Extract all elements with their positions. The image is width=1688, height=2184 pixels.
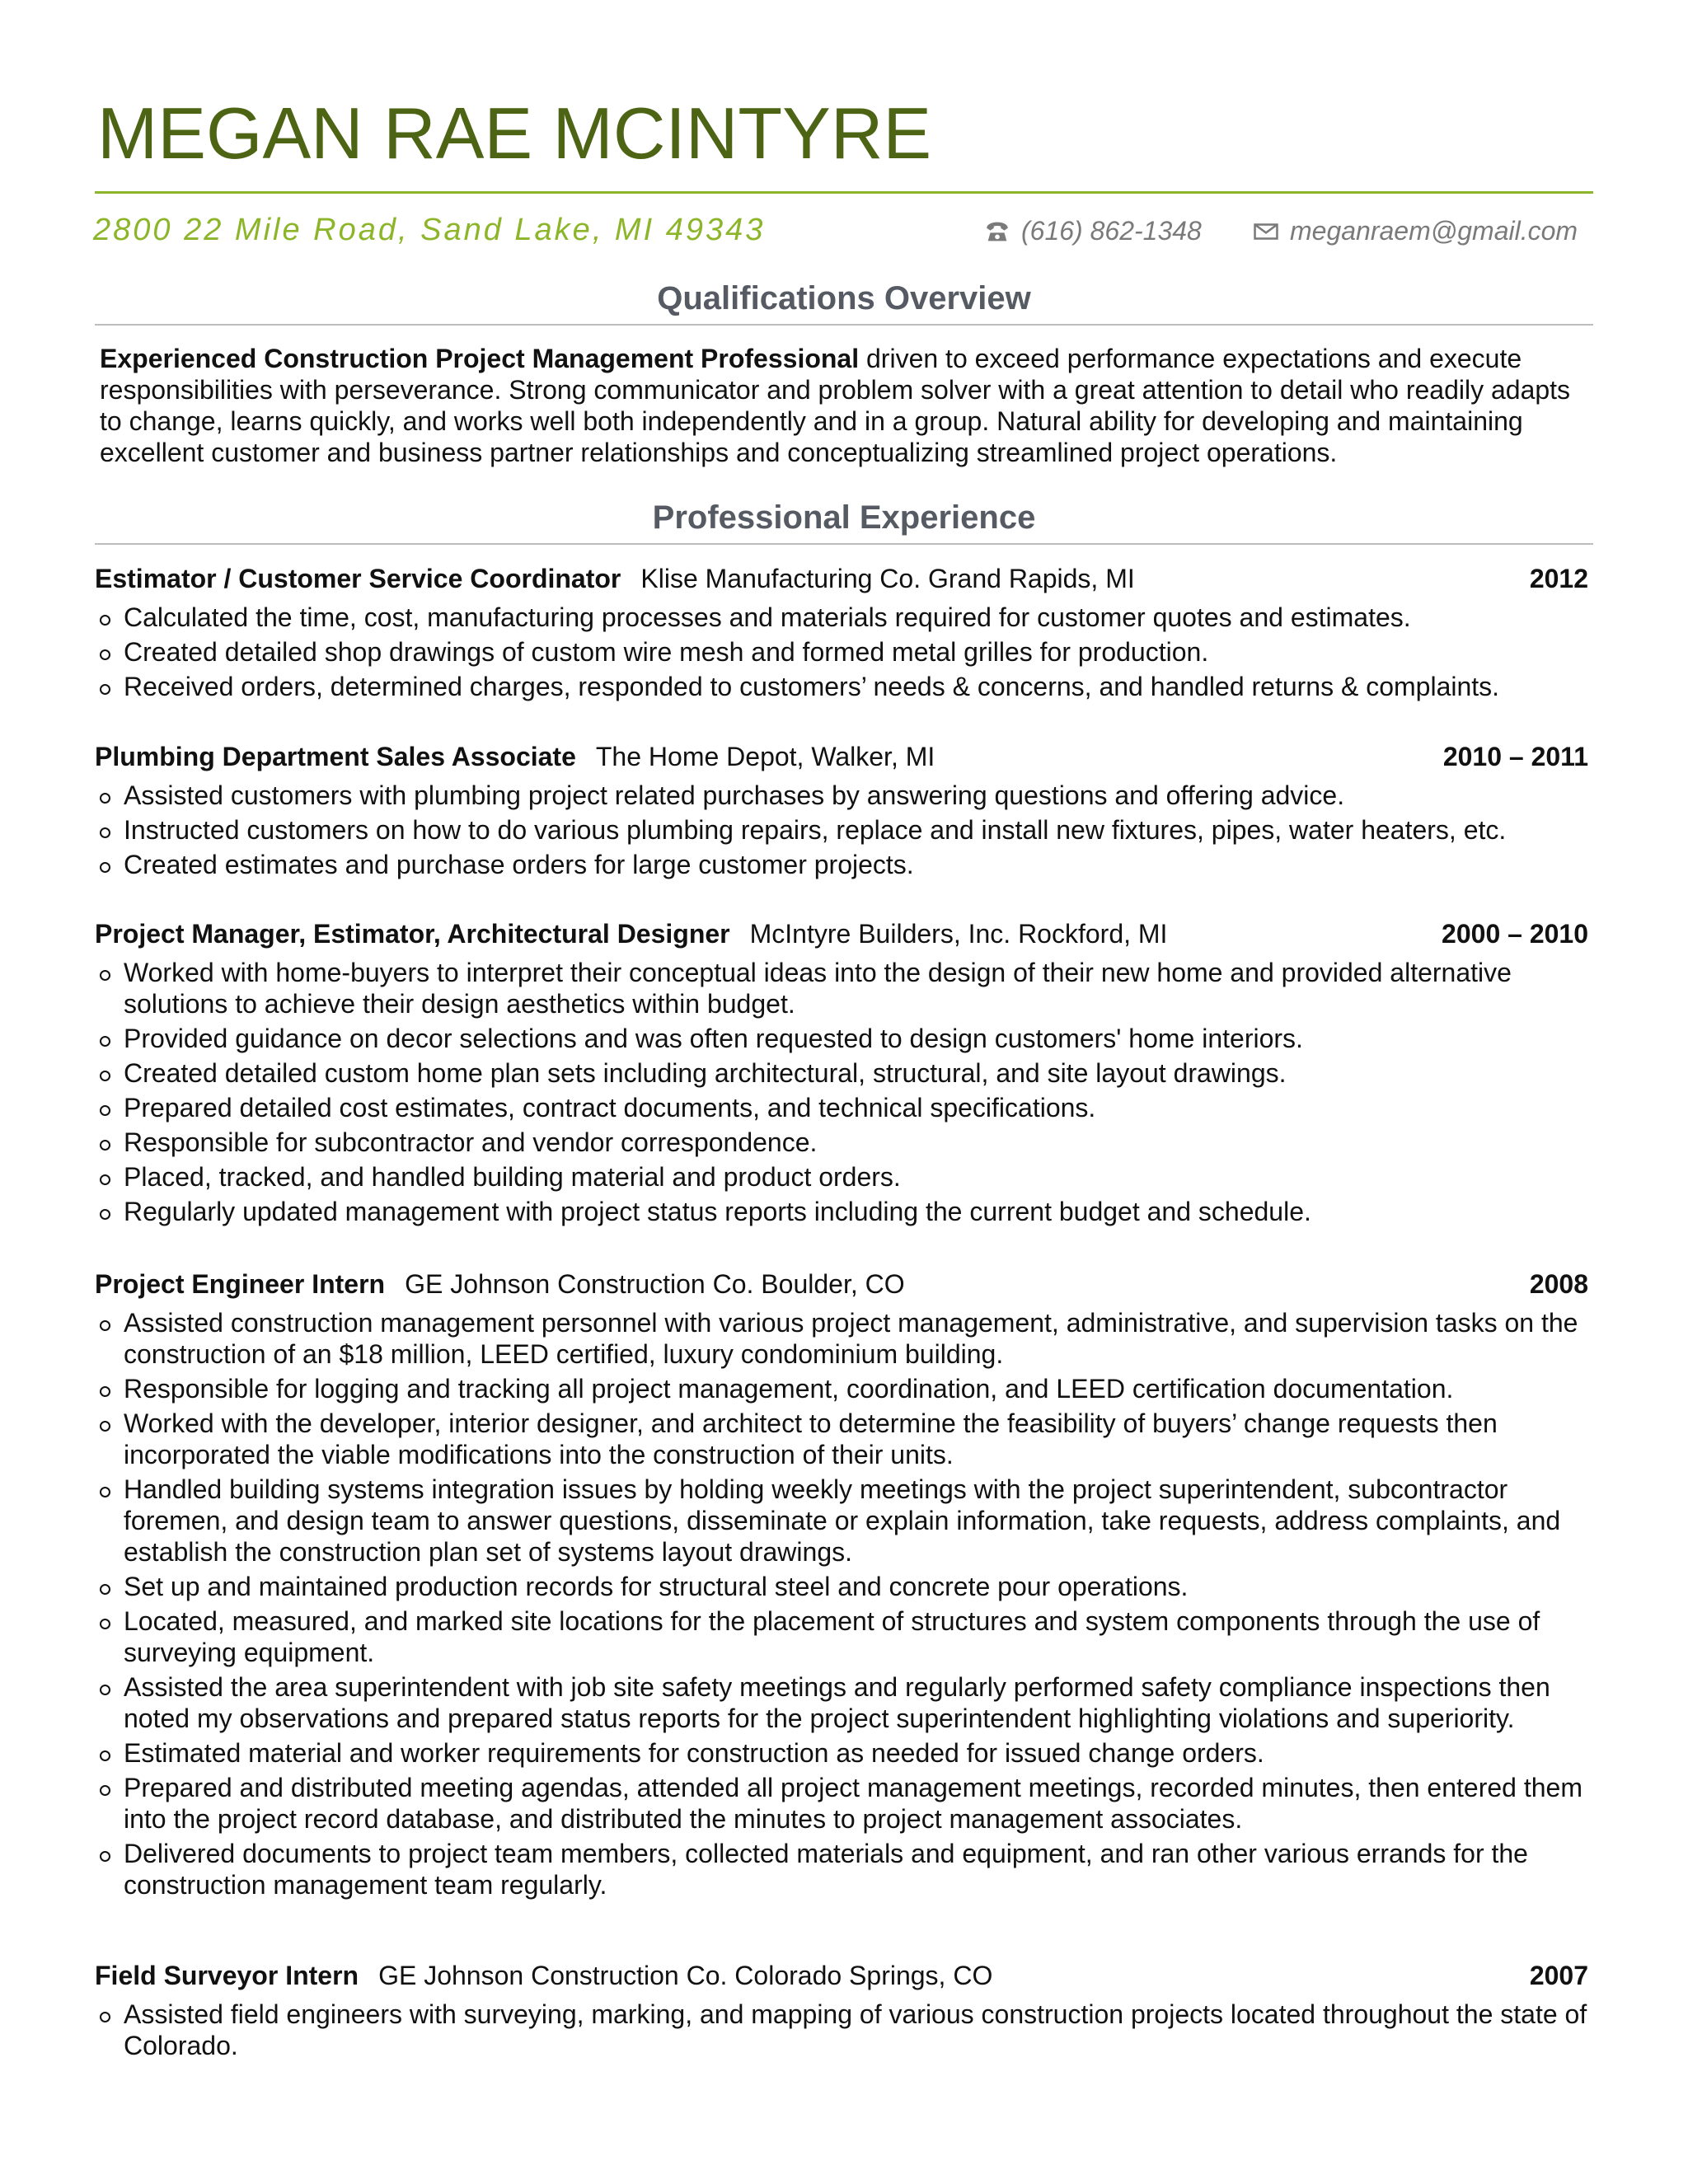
bullet-item: Worked with home-buyers to interpret their conceptual ideas into the design of their new home and provided alternative solutions to achieve their design aesthetics within budget. (95, 957, 1588, 1019)
job-header (95, 1266, 1588, 1302)
bullet-item: Assisted the area superintendent with job site safety meetings and regularly performed safety compliance inspections then noted my observations and prepared status reports for the project superintendent highlighting violations and superiority. (95, 1671, 1588, 1734)
job-year: 2008 (1529, 1269, 1588, 1299)
job-header (95, 738, 1588, 775)
bullet-item: Regularly updated management with project status reports including the current budget and schedule. (95, 1196, 1588, 1227)
job-employer: Klise Manufacturing Co. Grand Rapids, MI (640, 564, 1135, 593)
job-entry (95, 1266, 1588, 1904)
qualifications-title: Qualifications Overview (657, 280, 1031, 316)
address: 2800 22 Mile Road, Sand Lake, MI 49343 (93, 213, 766, 247)
job-year: 2007 (1529, 1961, 1588, 1990)
job-bullets (95, 780, 1588, 880)
bullet-item: Delivered documents to project team members, collected materials and equipment, and ran other various errands for the construction management team regularly. (95, 1838, 1588, 1900)
bullet-item: Received orders, determined charges, responded to customers’ needs & concerns, and handled returns & complaints. (95, 671, 1588, 702)
job-title: Estimator / Customer Service Coordinator (95, 564, 621, 593)
bullet-item: Assisted construction management personnel with various project management, administrative, and supervision tasks on the construction of an $18 million, LEED certified, luxury condominium building. (95, 1307, 1588, 1370)
job-entry (95, 1957, 1588, 2064)
phone-contact (983, 216, 1202, 246)
bullet-item: Created detailed custom home plan sets including architectural, structural, and site layout drawings. (95, 1057, 1588, 1089)
candidate-name: MEGAN RAE MCINTYRE (97, 92, 932, 174)
job-year: 2012 (1529, 564, 1588, 593)
job-entry (95, 560, 1588, 705)
job-bullets (95, 1307, 1588, 1900)
bullet-item: Created detailed shop drawings of custom wire mesh and formed metal grilles for production. (95, 636, 1588, 668)
bullet-item: Worked with the developer, interior designer, and architect to determine the feasibility of buyers’ change requests then incorporated the viable modifications into the construction of their units. (95, 1408, 1588, 1470)
bullet-item: Instructed customers on how to do various plumbing repairs, replace and install new fixtures, pipes, water heaters, etc. (95, 814, 1588, 846)
job-employer: McIntyre Builders, Inc. Rockford, MI (749, 919, 1168, 949)
experience-divider (95, 543, 1593, 545)
qualifications-summary (100, 343, 1596, 468)
job-header (95, 1957, 1588, 1994)
bullet-item: Estimated material and worker requirements for construction as needed for issued change orders. (95, 1737, 1588, 1769)
job-year: 2010 – 2011 (1442, 742, 1588, 771)
experience-title: Professional Experience (652, 499, 1036, 536)
job-entry (95, 738, 1588, 883)
bullet-item: Responsible for subcontractor and vendor correspondence. (95, 1127, 1588, 1158)
bullet-item: Prepared and distributed meeting agendas, attended all project management meetings, recorded minutes, then entered them into the project record database, and distributed the minutes to project management associates. (95, 1772, 1588, 1835)
bullet-item: Created estimates and purchase orders for large customer projects. (95, 849, 1588, 880)
job-title: Plumbing Department Sales Associate (95, 742, 576, 771)
bullet-item: Placed, tracked, and handled building material and product orders. (95, 1161, 1588, 1193)
summary-lead: Experienced Construction Project Management Professional (100, 344, 860, 373)
summary-text: driven to exceed performance expectations and execute responsibilities with perseverance. Strong communicator and problem solver with a great attention to detail who readily adapts to change, learns quickly, and works well both independently and in a group. Natural ability for developing and maintaining excellent customer and business partner relationships and conceptualizing streamlined project operations. (100, 344, 1571, 467)
email-address[interactable]: meganraem@gmail.com (1290, 216, 1578, 246)
job-employer: The Home Depot, Walker, MI (595, 742, 935, 771)
job-title: Project Engineer Intern (95, 1269, 386, 1299)
bullet-item: Provided guidance on decor selections and was often requested to design customers' home interiors. (95, 1023, 1588, 1054)
bullet-item: Set up and maintained production records for structural steel and concrete pour operations. (95, 1571, 1588, 1602)
bullet-item: Handled building systems integration issues by holding weekly meetings with the project superintendent, subcontractor foremen, and design team to answer questions, disseminate or explain information, take requests, address complaints, and establish the construction plan set of systems layout drawings. (95, 1474, 1588, 1568)
bullet-item: Assisted customers with plumbing project related purchases by answering questions and offering advice. (95, 780, 1588, 811)
bullet-item: Responsible for logging and tracking all project management, coordination, and LEED certification documentation. (95, 1373, 1588, 1404)
bullet-item: Located, measured, and marked site locations for the placement of structures and system components through the use of surveying equipment. (95, 1605, 1588, 1668)
job-header (95, 916, 1588, 952)
job-year: 2000 – 2010 (1442, 919, 1588, 949)
job-bullets (95, 957, 1588, 1227)
qualifications-divider (95, 324, 1593, 326)
job-employer: GE Johnson Construction Co. Boulder, CO (405, 1269, 905, 1299)
bullet-item: Calculated the time, cost, manufacturing processes and materials required for customer quotes and estimates. (95, 602, 1588, 633)
bullet-item: Prepared detailed cost estimates, contract documents, and technical specifications. (95, 1092, 1588, 1123)
job-title: Project Manager, Estimator, Architectural Designer (95, 919, 730, 949)
job-employer: GE Johnson Construction Co. Colorado Springs, CO (378, 1961, 993, 1990)
job-bullets (95, 602, 1588, 702)
email-contact (1252, 216, 1578, 246)
name-divider (95, 191, 1593, 194)
job-title: Field Surveyor Intern (95, 1961, 359, 1990)
envelope-icon (1252, 218, 1280, 246)
phone-icon (983, 218, 1011, 246)
job-header (95, 560, 1588, 597)
bullet-item: Assisted field engineers with surveying, marking, and mapping of various construction projects located throughout the state of Colorado. (95, 1999, 1588, 2061)
phone-number: (616) 862-1348 (1021, 216, 1202, 246)
job-bullets (95, 1999, 1588, 2061)
job-entry (95, 916, 1588, 1230)
